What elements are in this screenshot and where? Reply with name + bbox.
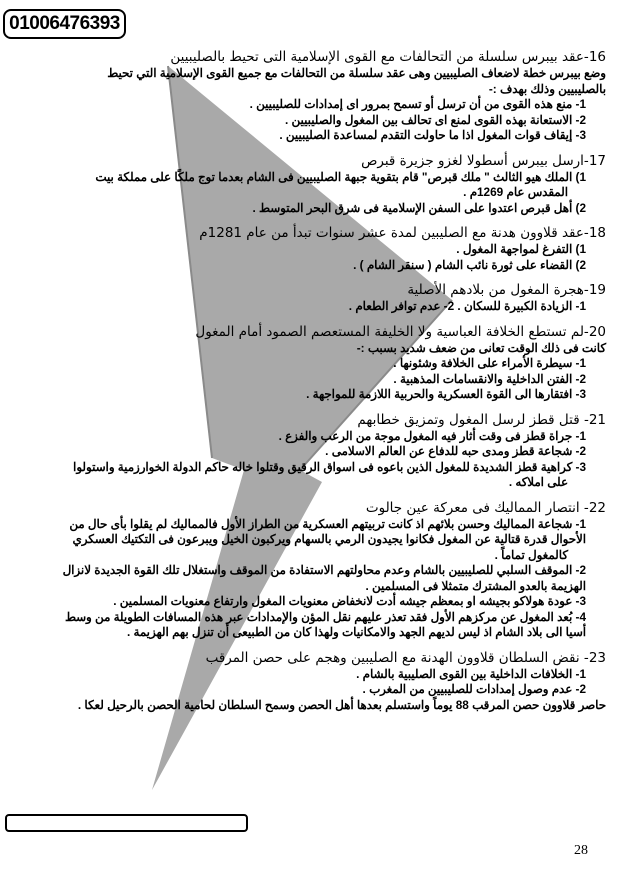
question-heading: 21- قتل قطز لرسل المغول وتمزيق خطابهم xyxy=(357,411,606,428)
question-heading: 23- نقض السلطان قلاوون الهدنة مع الصليبين وهجم على حصن المرقب xyxy=(205,649,606,666)
page-number: 28 xyxy=(574,843,588,858)
question-section xyxy=(14,411,606,491)
question-heading: 16-عقد بيبرس سلسلة من التحالفات مع القوى الإسلامية التى تحيط بالصليبيين xyxy=(170,49,606,65)
answer-line: 2) القضاء على ثورة نائب الشام ( سنقر الشام ) . xyxy=(353,257,586,272)
answer-line: حاصر قلاوون حصن المرقب 88 يوماً واستسلم بعدها أهل الحصن وسمح السلطان لحامية الحصن بالرحيل لعكا . xyxy=(77,697,606,712)
answer-line: المقدس عام 1269م . xyxy=(463,185,568,199)
answer-line: 3- افتقارها الى القوة العسكرية والحربية اللازمة للمواجهة . xyxy=(306,387,586,401)
phone-number-box: 01006476393 xyxy=(3,9,126,39)
answer-line: 1- جراة قطز فى وقت أثار فيه المغول موجة من الرعب والفزع . xyxy=(278,428,586,443)
answer-line: 3- إيقاف قوات المغول اذا ما حاولت التقدم لمساعدة الصليبيين . xyxy=(279,128,586,142)
question-section xyxy=(14,224,606,273)
answer-line: الهزيمة بالعدو المشترك متمثلا فى المسلمين . xyxy=(365,578,586,593)
question-section xyxy=(14,323,606,403)
answer-line: بالصليبيين وذلك بهدف :- xyxy=(488,81,606,96)
question-heading: 19-هجرة المغول من بلادهم الأصلية xyxy=(407,282,606,298)
answer-line: 2- عدم وصول إمدادات للصليبيين من المغرب . xyxy=(362,682,586,696)
answer-line: 3- عودة هولاكو بجيشه او بمعظم جيشه أدت لانخفاض معنويات المغول وارتفاع معنويات المسلمين . xyxy=(113,594,586,608)
answer-line: كانت فى ذلك الوقت تعانى من ضعف شديد بسبب :- xyxy=(356,340,606,355)
answer-line: وضع بيبرس خطة لاضعاف الصليبيين وهى عقد سلسلة من التحالفات مع جميع القوى الإسلامية التي تحيط xyxy=(107,66,606,80)
answer-line: أسيا الى بلاد الشام اذ ليس لديهم الجهد والامكانيات ولهذا كان من الطبيعى أن تنزل بهم الهزيمة . xyxy=(126,625,586,639)
answer-line: 1- شجاعة المماليك وحسن بلائهم اذ كانت تربيتهم العسكرية من الطراز الأول فالمماليك لم يقلوا بأى حال من xyxy=(69,516,586,531)
answer-line: على املاكه . xyxy=(508,475,568,489)
document-body xyxy=(14,48,606,721)
answer-line: 2- شجاعة قطز ومدى حبه للدفاع عن العالم الاسلامى . xyxy=(325,444,586,458)
question-heading: 20-لم تستطع الخلافة العباسية ولا الخليفة المستعصم الصمود أمام المغول xyxy=(195,323,606,340)
answer-line: 3- كراهية قطز الشديدة للمغول الذين باعوه فى اسواق الرقيق وقتلوا خاله حاكم الدولة الخوارزمية واستولوا xyxy=(73,459,586,474)
answer-line: 1- الخلافات الداخلية بين القوى الصليبية بالشام . xyxy=(356,666,586,681)
answer-line: 2- الفتن الداخلية والانقسامات المذهبية . xyxy=(393,371,586,386)
answer-line: 1- منع هذه القوى من أن ترسل أو تسمح بمرور اى إمدادات للصليبيين . xyxy=(249,97,586,111)
answer-line: 2- الاستعانة بهذه القوى لمنع اى تحالف بين المغول والصليبيين . xyxy=(284,112,586,127)
answer-line: 2) أهل قبرص اعتدوا على السفن الإسلامية فى شرق البحر المتوسط . xyxy=(252,200,586,215)
question-section xyxy=(14,48,606,144)
answer-line: كالمغول تماماً . xyxy=(494,547,568,562)
question-section xyxy=(14,152,606,217)
question-heading: 18-عقد قلاوون هدنة مع الصليبين لمدة عشر سنوات تبدأ من عام 1281م xyxy=(199,225,606,241)
answer-line: 2- الموقف السلبي للصليبيين بالشام وعدم محاولتهم الاستفادة من الموقف واستغلال تلك القوة الجديدة لانزال xyxy=(62,563,586,577)
question-heading: 17-ارسل بيبرس أسطولا لغزو جزيرة قبرص xyxy=(361,152,606,169)
answer-line: 1- الزيادة الكبيرة للسكان . 2- عدم توافر الطعام . xyxy=(348,299,586,313)
answer-line: 4- بُعد المغول عن مركزهم الأول فقد تعذر عليهم نقل المؤن والإمدادات عبر هذه المسافات الطويلة من وسط xyxy=(64,609,586,624)
question-section xyxy=(14,499,606,641)
answer-line: 1) التفرغ لمواجهة المغول . xyxy=(456,242,586,256)
question-section xyxy=(14,281,606,315)
question-section xyxy=(14,649,606,714)
footer-bar xyxy=(5,814,248,832)
answer-line: 1) الملك هيو الثالث " ملك قبرص" قام بتقوية جبهة الصليبيين فى الشام بعدما توج ملكًا على مملكة بيت xyxy=(95,169,586,184)
question-heading: 22- انتصار المماليك فى معركة عين جالوت xyxy=(365,499,606,516)
answer-line: الأحوال قدرة قتالية عن المغول فكانوا يجيدون الرمي بالسهام ويركبون الخيل ويبرعون فى التكتيك العسكري xyxy=(72,532,586,546)
answer-line: 1- سيطرة الأمراء على الخلافة وشئونها . xyxy=(393,356,586,370)
